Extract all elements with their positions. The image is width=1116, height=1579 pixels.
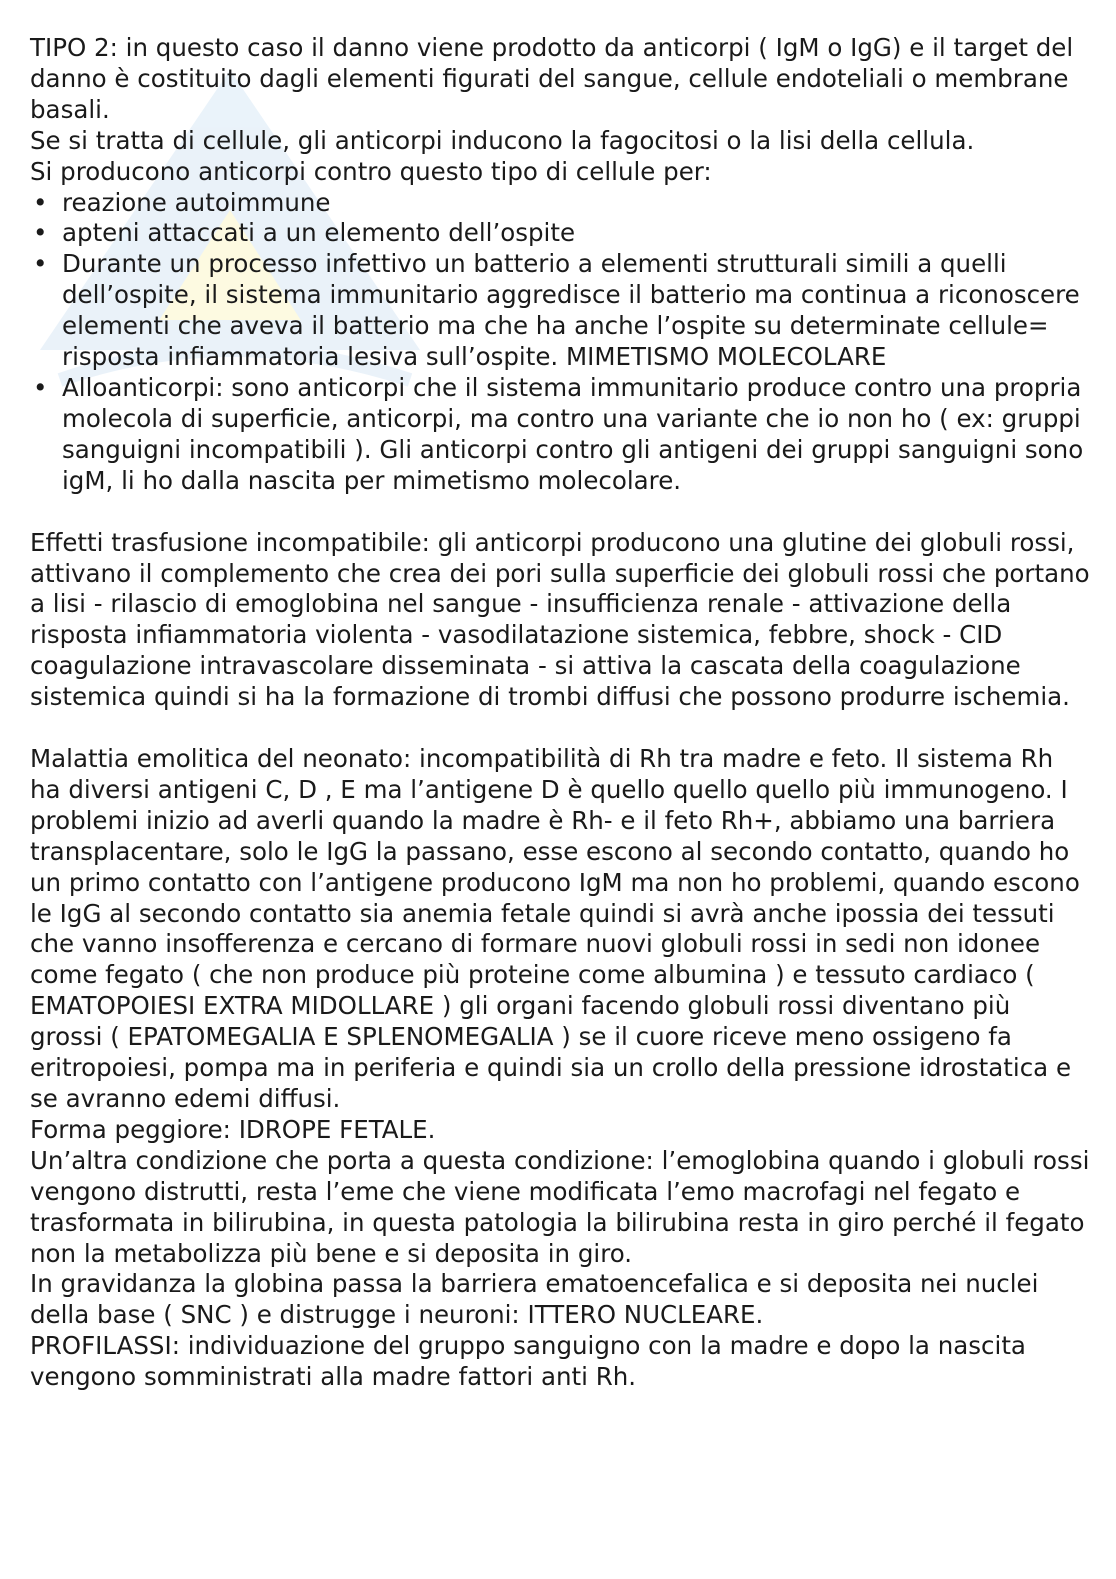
paragraph-spacer xyxy=(30,713,1090,744)
prophylaxis-paragraph: PROFILASSI: individuazione del gruppo sanguigno con la madre e dopo la nascita vengono somministrati alla madre fattori anti Rh. xyxy=(30,1331,1026,1392)
worst-form-paragraph: Forma peggiore: IDROPE FETALE. xyxy=(30,1114,436,1144)
list-item: • apteni attaccati a un elemento dell’ospite xyxy=(30,218,1090,249)
paragraph-spacer xyxy=(30,497,1090,528)
list-item: • reazione autoimmune xyxy=(30,188,1090,219)
intro-paragraph: TIPO 2: in questo caso il danno viene prodotto da anticorpi ( IgM o IgG) e il target del danno è costituito dagli elementi figurati del sangue, cellule endoteliali o membrane basali. xyxy=(30,33,1074,124)
intro-causes-paragraph: Si producono anticorpi contro questo tipo di cellule per: xyxy=(30,156,712,186)
transfusion-paragraph: Effetti trasfusione incompatibile: gli anticorpi producono una glutine dei globuli rossi, attivano il complemento che crea dei pori sulla superficie dei globuli rossi che portano a lisi - rilascio di emoglobina nel sangue - insufficienza renale - attivazione della risposta infiammatoria violenta - vasodilatazione sistemica, febbre, shock - CID coagulazione intravascolare disseminata - si attiva la cascata della coagulazione sistemica quindi si ha la formazione di trombi diffusi che possono produrre ischemia. xyxy=(30,527,1090,712)
causes-list xyxy=(30,188,1090,497)
list-item: • Alloanticorpi: sono anticorpi che il sistema immunitario produce contro una propria molecola di superficie, anticorpi, ma contro una variante che io non ho ( ex: gruppi sanguigni incompatibili ). Gli anticorpi contro gli antigeni dei gruppi sanguigni sono igM, li ho dalla nascita per mimetismo molecolare. xyxy=(30,373,1090,497)
bilirubin-paragraph: Un’altra condizione che porta a questa condizione: l’emoglobina quando i globuli rossi vengono distrutti, resta l’eme che viene modificata l’emo macrofagi nel fegato e trasformata in bilirubina, in questa patologia la bilirubina resta in giro perché il fegato non la metabolizza più bene e si deposita in giro. xyxy=(30,1145,1090,1268)
kernicterus-paragraph: In gravidanza la globina passa la barriera ematoencefalica e si deposita nei nuclei della base ( SNC ) e distrugge i neuroni: ITTERO NUCLEARE. xyxy=(30,1269,1039,1330)
document-page xyxy=(30,33,1090,1393)
hemolytic-paragraph: Malattia emolitica del neonato: incompatibilità di Rh tra madre e feto. Il sistema Rh ha diversi antigeni C, D , E ma l’antigene D è quello quello quello più immunogeno. I problemi inizio ad averli quando la madre è Rh- e il feto Rh+, abbiamo una barriera transplacentare, solo le IgG la passano, esse escono al secondo contatto, quando ho un primo contatto con l’antigene producono IgM ma non ho problemi, quando escono le IgG al secondo contatto sia anemia fetale quindi si avrà anche ipossia dei tessuti che vanno insofferenza e cercano di formare nuovi globuli rossi in sedi non idonee come fegato ( che non produce più proteine come albumina ) e tessuto cardiaco ( EMATOPOIESI EXTRA MIDOLLARE ) gli organi facendo globuli rossi diventano più grossi ( EPATOMEGALIA E SPLENOMEGALIA ) se il cuore riceve meno ossigeno fa eritropoiesi, pompa ma in periferia e quindi sia un crollo della pressione idrostatica e se avranno edemi diffusi. xyxy=(30,744,1080,1113)
list-item: • Durante un processo infettivo un batterio a elementi strutturali simili a quelli dell’ospite, il sistema immunitario aggredisce il batterio ma continua a riconoscere elementi che aveva il batterio ma che ha anche l’ospite su determinate cellule= risposta infiammatoria lesiva sull’ospite. MIMETISMO MOLECOLARE xyxy=(30,249,1090,373)
intro-cells-paragraph: Se si tratta di cellule, gli anticorpi inducono la fagocitosi o la lisi della cellula. xyxy=(30,125,975,155)
